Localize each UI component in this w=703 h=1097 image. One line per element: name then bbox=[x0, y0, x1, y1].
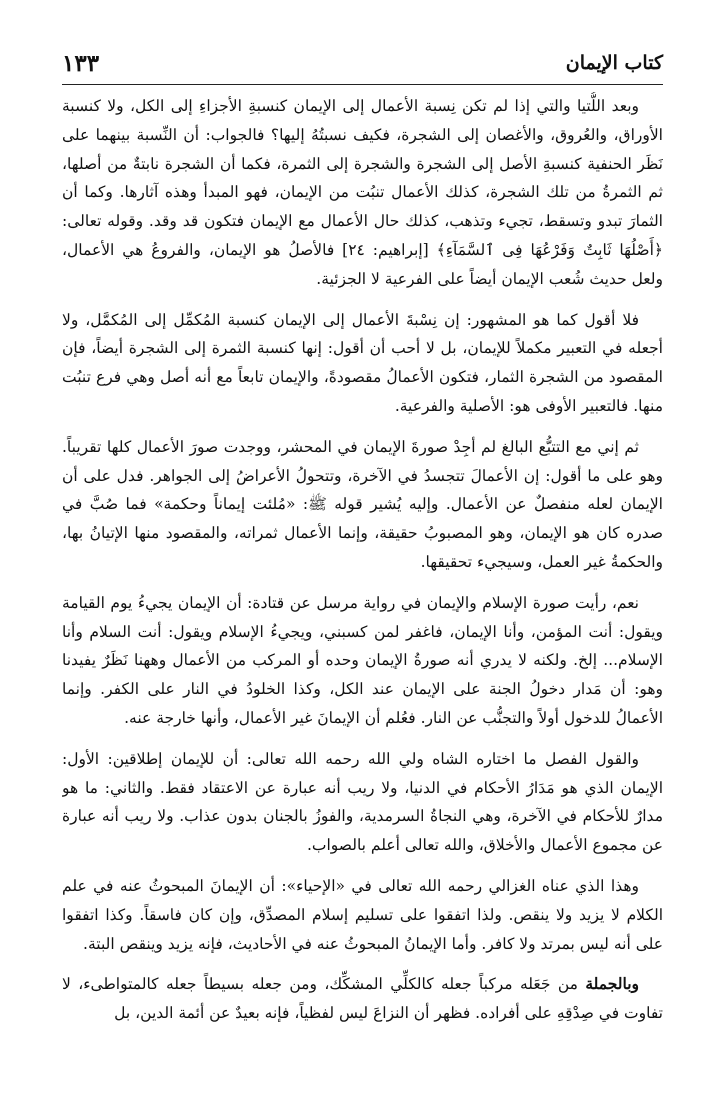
running-header bbox=[62, 52, 663, 82]
paragraph: وهذا الذي عناه الغزالي رحمه الله تعالى في «الإحياء»: أن الإيمانَ المبحوثُ عنه في علم الكلام لا يزيد ولا ينقص. ولذا اتفقوا على تسليم إسلام المصدِّق، وإن كان فاسقاً. وكذا اتفقوا على أنه ليس بمرتد ولا كافر. وأما الإيمانُ المبحوثُ عنه في الأحاديث، فإنه يزيد وينقص البتة. bbox=[62, 876, 663, 953]
paragraph: وبعد اللُّتيا والتي إذا لم تكن نِسبة الأعمال إلى الإيمان كنسبةِ الأجزاءِ إلى الكل، ولا كنسبة الأوراق، والعُروق، والأغصان إلى الشجرة، فكيف نسبتُهُ إليها؟ فالجواب: أن النِّسبة بينهما على نَظَر الحنفية كنسبةِ الأصل إلى الشجرة والشجرة إلى الثمرة، فكما أن الشجرة نابتةٌ من أصلها، ثم الثمرةُ من تلك الشجرة، كذلك الأعمال تنبُت من الإيمان، فهو المبدأ وهذه آثارها. وكما أن الثمارَ تبدو وتسقط، تجيء وتذهب، كذلك حال الأعمال مع الإيمان فتكون قد وقد. وقوله تعالى: ﴿أَصْلُهَا ثَابِتٌ وَفَرْعُهَا فِى ٱلسَّمَآءِ﴾ [إبراهيم: ٢٤] فالأصلُ هو الإيمان، والفروعُ هي الأعمال، ولعل حديث شُعب الإيمان أيضاً على الفرعية لا الجزئية. bbox=[62, 97, 663, 288]
paragraph bbox=[62, 970, 663, 1028]
paragraph-text: من جَعَله مركباً جعله كالكلِّي المشكِّك، ومن جعله بسيطاً جعله كالمتواطىء، لا تفاوت في صِدْقِهِ على أفراده. فظهر أن النزاعَ ليس لفظياً، فإنه بعيدٌ عن أئمة الدين، بل bbox=[62, 975, 663, 1023]
header-divider bbox=[62, 84, 663, 85]
paragraph-lead-word: وبالجملة bbox=[585, 974, 639, 994]
paragraph: ثم إني مع التتبُّع البالغ لم أجِدْ صورةَ الإيمان في المحشر، ووجدت صورَ الأعمال كلها تقريباً. وهو على ما أقول: إن الأعمالَ تتجسدُ في الآخرة، وتتحولُ الأعراضُ إلى الجواهر. فدل على أن الإيمان لعله منفصلٌ عن الأعمال. وإليه يُشير قوله ﷺ: «مُلئت إيماناً وحكمة» فما صُبَّ في صدره كان هو الإيمان، وهو المصبوبُ حقيقة، وإنما الأعمال ثمراته، والمقصود منها الإتيانُ بها، والحكمةُ غير العمل، وسيجيء تحقيقها. bbox=[62, 437, 663, 571]
page-body bbox=[62, 92, 663, 1085]
chapter-title: كتاب الإيمان bbox=[565, 52, 663, 74]
page-number: ١٣٣ bbox=[62, 50, 100, 77]
paragraph: والقول الفصل ما اختاره الشاه ولي الله رحمه الله تعالى: أن للإيمان إطلاقين: الأول: الإيمان الذي هو مَدَارُ الأحكام في الدنيا، ولا ريب أنه عبارة عن الاعتقاد فقط. والثاني: ما هو مدارٌ للأحكام في الآخرة، وهي النجاةُ السرمدية، والفوزُ بالجنان بدون عذاب. ولا ريب أنه عبارة عن مجموع الأعمال والأخلاق، والله تعالى أعلم بالصواب. bbox=[62, 749, 663, 855]
paragraph: فلا أقول كما هو المشهور: إن نِسْبةَ الأعمال إلى الإيمان كنسبة المُكمِّل إلى المُكمَّل، ولا أجعله في التعبير مكملاً للإيمان، بل لا أحب أن أقول: إنها كنسبة الثمرة إلى الشجرة أيضاً، فإن المقصود من الشجرة الثمار، فتكون الأعمالُ مقصودةً، والإيمان تابعاً مع أنه أصل وهي فرع تنبُت منها. فالتعبير الأوفى هو: الأصلية والفرعية. bbox=[62, 310, 663, 415]
paragraph: نعم، رأيت صورة الإسلام والإيمان في رواية مرسل عن قتادة: أن الإيمان يجيءُ يوم القيامة ويقول: أنت المؤمن، وأنا الإيمان، فاغفر لمن كسبني، ويجيءُ الإسلام ويقول: أنت السلام وأنا الإسلام... إلخ. ولكنه لا يدري أنه صورةُ الإيمان وحده أو المركب من الأعمال وههنا نَظَرٌ يفيدنا وهو: أن مَدار دخولُ الجنة على الإيمان عند الكل، وكذا الخلودُ في النار على الكفر. وإنما الأعمالُ للدخول أولاً والتجنُّب عن النار. فعُلم أن الإيمانَ غير الأعمال، وأنها خارجة عنه. bbox=[62, 593, 663, 727]
